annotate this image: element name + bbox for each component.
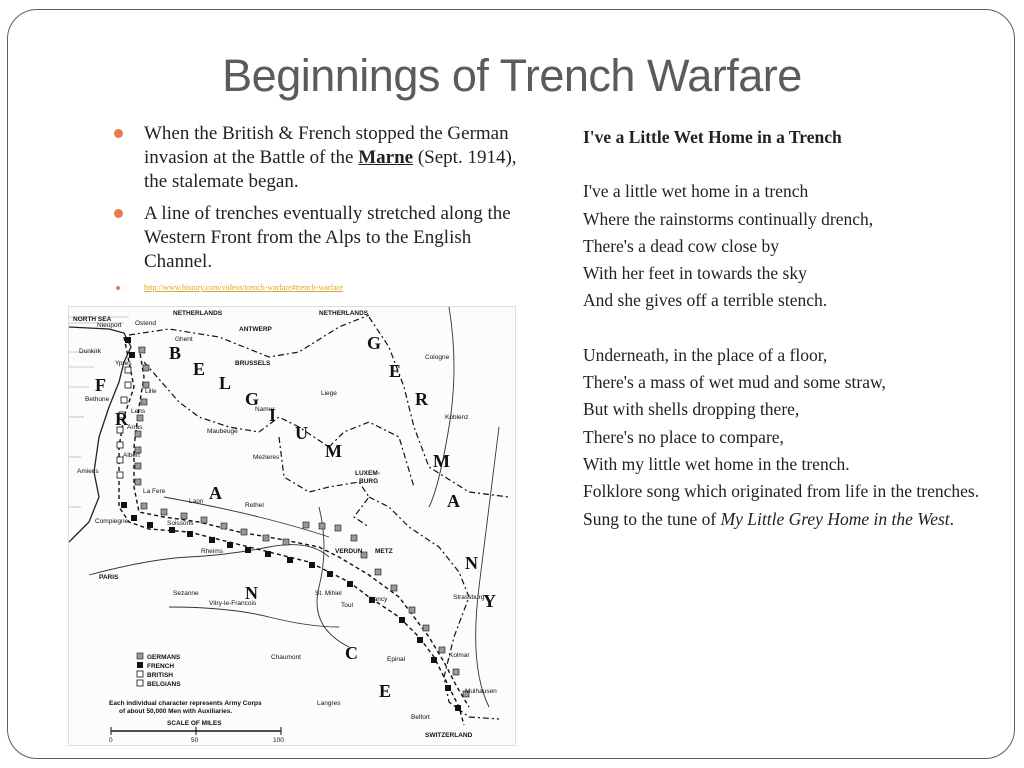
svg-text:A: A bbox=[447, 491, 460, 511]
svg-text:Compiegne: Compiegne bbox=[95, 518, 129, 525]
bullet-item bbox=[112, 122, 542, 194]
bullet-item-link bbox=[112, 282, 542, 294]
svg-text:Ostend: Ostend bbox=[135, 320, 156, 327]
poem-line: There's no place to compare, bbox=[583, 426, 784, 447]
netherlands-left-label: NETHERLANDS bbox=[173, 310, 223, 317]
svg-text:I: I bbox=[269, 405, 277, 425]
svg-text:GERMANS: GERMANS bbox=[147, 654, 181, 661]
svg-text:Ypres: Ypres bbox=[115, 360, 132, 367]
svg-text:Toul: Toul bbox=[341, 602, 353, 609]
poem-line: With her feet in towards the sky bbox=[583, 263, 807, 284]
svg-text:Strassburg: Strassburg bbox=[453, 594, 485, 601]
bullet-text-1-post: (Sept. 1914), the stalemate began. bbox=[144, 147, 517, 192]
svg-text:Chaumont: Chaumont bbox=[271, 654, 301, 661]
svg-text:50: 50 bbox=[191, 737, 199, 744]
bullet-dot-icon bbox=[114, 209, 123, 218]
svg-text:SCALE OF MILES: SCALE OF MILES bbox=[167, 720, 222, 727]
svg-text:ANTWERP: ANTWERP bbox=[239, 326, 272, 333]
svg-text:FRENCH: FRENCH bbox=[147, 663, 175, 670]
svg-text:N: N bbox=[245, 583, 258, 603]
svg-text:A: A bbox=[209, 483, 222, 503]
svg-text:Soissons: Soissons bbox=[167, 520, 194, 527]
marne-link[interactable]: Marne bbox=[358, 147, 414, 168]
poem-tune-note bbox=[583, 506, 983, 533]
svg-text:F: F bbox=[95, 375, 106, 395]
svg-text:Belfort: Belfort bbox=[411, 714, 430, 721]
legend-germans-swatch bbox=[137, 653, 143, 659]
svg-text:of about 50,000 Men with Auxil: of about 50,000 Men with Auxiliaries. bbox=[119, 708, 233, 715]
svg-text:M: M bbox=[325, 441, 342, 461]
svg-text:St. Mihiel: St. Mihiel bbox=[315, 590, 342, 597]
switzerland-label: SWITZERLAND bbox=[425, 732, 473, 739]
svg-text:Rethel: Rethel bbox=[245, 502, 264, 509]
legend-french-swatch bbox=[137, 662, 143, 668]
poem-line: Where the rainstorms continually drench, bbox=[583, 208, 874, 229]
poem-line: There's a dead cow close by bbox=[583, 235, 780, 256]
svg-text:G: G bbox=[245, 389, 260, 409]
netherlands-right-label: NETHERLANDS bbox=[319, 310, 369, 317]
slide-title: Beginnings of Trench Warfare bbox=[222, 50, 802, 101]
poem-line: Underneath, in the place of a floor, bbox=[583, 344, 828, 365]
svg-text:Arras: Arras bbox=[127, 424, 143, 431]
poem-block bbox=[583, 124, 983, 533]
tune-suffix: . bbox=[949, 508, 955, 529]
rivers bbox=[89, 307, 499, 707]
bullet-list bbox=[112, 122, 542, 302]
svg-text:G: G bbox=[367, 333, 382, 353]
svg-text:Each individual character repr: Each individual character represents Army Corps bbox=[109, 700, 262, 707]
svg-text:U: U bbox=[295, 423, 308, 443]
luxemburg-label-2: BURG bbox=[359, 478, 379, 485]
svg-text:BRUSSELS: BRUSSELS bbox=[235, 360, 271, 367]
poem-line: I've a little wet home in a trench bbox=[583, 181, 809, 202]
svg-text:Kolmar: Kolmar bbox=[449, 652, 470, 659]
svg-text:C: C bbox=[345, 643, 358, 663]
luxemburg-label: LUXEM- bbox=[355, 470, 380, 477]
svg-text:METZ: METZ bbox=[375, 548, 393, 555]
svg-text:Albert: Albert bbox=[123, 452, 140, 459]
svg-text:M: M bbox=[433, 451, 450, 471]
svg-text:Langres: Langres bbox=[317, 700, 341, 707]
svg-text:L: L bbox=[219, 373, 232, 393]
poem-origin-note: Folklore song which originated from life in the trenches. bbox=[583, 481, 980, 502]
svg-text:E: E bbox=[379, 681, 392, 701]
north-sea-label: NORTH SEA bbox=[73, 316, 112, 323]
legend-belgians-swatch bbox=[137, 680, 143, 686]
bullet-item bbox=[112, 202, 542, 274]
svg-text:100: 100 bbox=[273, 737, 284, 744]
bullet-dot-icon bbox=[114, 129, 123, 138]
svg-text:R: R bbox=[415, 389, 428, 409]
poem-stanza-1 bbox=[583, 178, 983, 314]
svg-text:Koblenz: Koblenz bbox=[445, 414, 469, 421]
bullet-dot-icon bbox=[116, 286, 120, 290]
svg-text:Mulhausen: Mulhausen bbox=[465, 688, 497, 695]
svg-text:Epinal: Epinal bbox=[387, 656, 406, 663]
poem-line: There's a mass of wet mud and some straw, bbox=[583, 372, 886, 393]
svg-text:Nieuport: Nieuport bbox=[97, 322, 122, 329]
poem-line: With my little wet home in the trench. bbox=[583, 453, 850, 474]
western-front-map bbox=[68, 306, 516, 746]
svg-text:Vitry-le-Francois: Vitry-le-Francois bbox=[209, 600, 257, 607]
poem-stanza-2 bbox=[583, 342, 983, 478]
svg-text:Laon: Laon bbox=[189, 498, 204, 505]
svg-text:Y: Y bbox=[483, 591, 496, 611]
svg-text:Maubeuge: Maubeuge bbox=[207, 428, 238, 435]
svg-text:BELGIANS: BELGIANS bbox=[147, 681, 181, 688]
svg-text:Rheims: Rheims bbox=[201, 548, 224, 555]
legend-british-swatch bbox=[137, 671, 143, 677]
germany-label bbox=[367, 333, 496, 611]
svg-text:Sezanne: Sezanne bbox=[173, 590, 199, 597]
poem-line: And she gives off a terrible stench. bbox=[583, 290, 828, 311]
map-legend bbox=[109, 653, 284, 744]
svg-text:Amiens: Amiens bbox=[77, 468, 99, 475]
poem-title: I've a Little Wet Home in a Trench bbox=[583, 127, 842, 147]
history-video-link[interactable]: http://www.history.com/videos/trench-warfare#trench-warfare bbox=[144, 283, 343, 292]
svg-text:VERDUN: VERDUN bbox=[335, 548, 363, 555]
svg-text:BRITISH: BRITISH bbox=[147, 672, 173, 679]
svg-text:Liege: Liege bbox=[321, 390, 337, 397]
svg-text:Ghent: Ghent bbox=[175, 336, 193, 343]
svg-text:N: N bbox=[465, 553, 478, 573]
svg-text:Bethune: Bethune bbox=[85, 396, 110, 403]
svg-text:0: 0 bbox=[109, 737, 113, 744]
bullet-text-1-pre: When the British & French stopped the German invasion at the Battle of the bbox=[144, 123, 509, 168]
svg-text:Nancy: Nancy bbox=[369, 596, 388, 603]
svg-text:La Fere: La Fere bbox=[143, 488, 166, 495]
tune-title: My Little Grey Home in the West bbox=[720, 508, 950, 529]
svg-text:Lille: Lille bbox=[145, 388, 157, 395]
svg-text:Namur: Namur bbox=[255, 406, 275, 413]
svg-text:E: E bbox=[389, 361, 402, 381]
svg-text:B: B bbox=[169, 343, 182, 363]
svg-text:Lens: Lens bbox=[131, 408, 146, 415]
svg-text:PARIS: PARIS bbox=[99, 574, 119, 581]
svg-text:E: E bbox=[193, 359, 206, 379]
tune-prefix: Sung to the tune of bbox=[583, 508, 721, 529]
svg-text:Dunkirk: Dunkirk bbox=[79, 348, 102, 355]
map-svg bbox=[69, 307, 515, 745]
poem-line: But with shells dropping there, bbox=[583, 399, 800, 420]
bullet-text-2: A line of trenches eventually stretched along the Western Front from the Alps to the English Channel. bbox=[144, 203, 511, 272]
svg-text:Mezieres: Mezieres bbox=[253, 454, 280, 461]
svg-text:R: R bbox=[115, 409, 128, 429]
svg-text:Cologne: Cologne bbox=[425, 354, 450, 361]
